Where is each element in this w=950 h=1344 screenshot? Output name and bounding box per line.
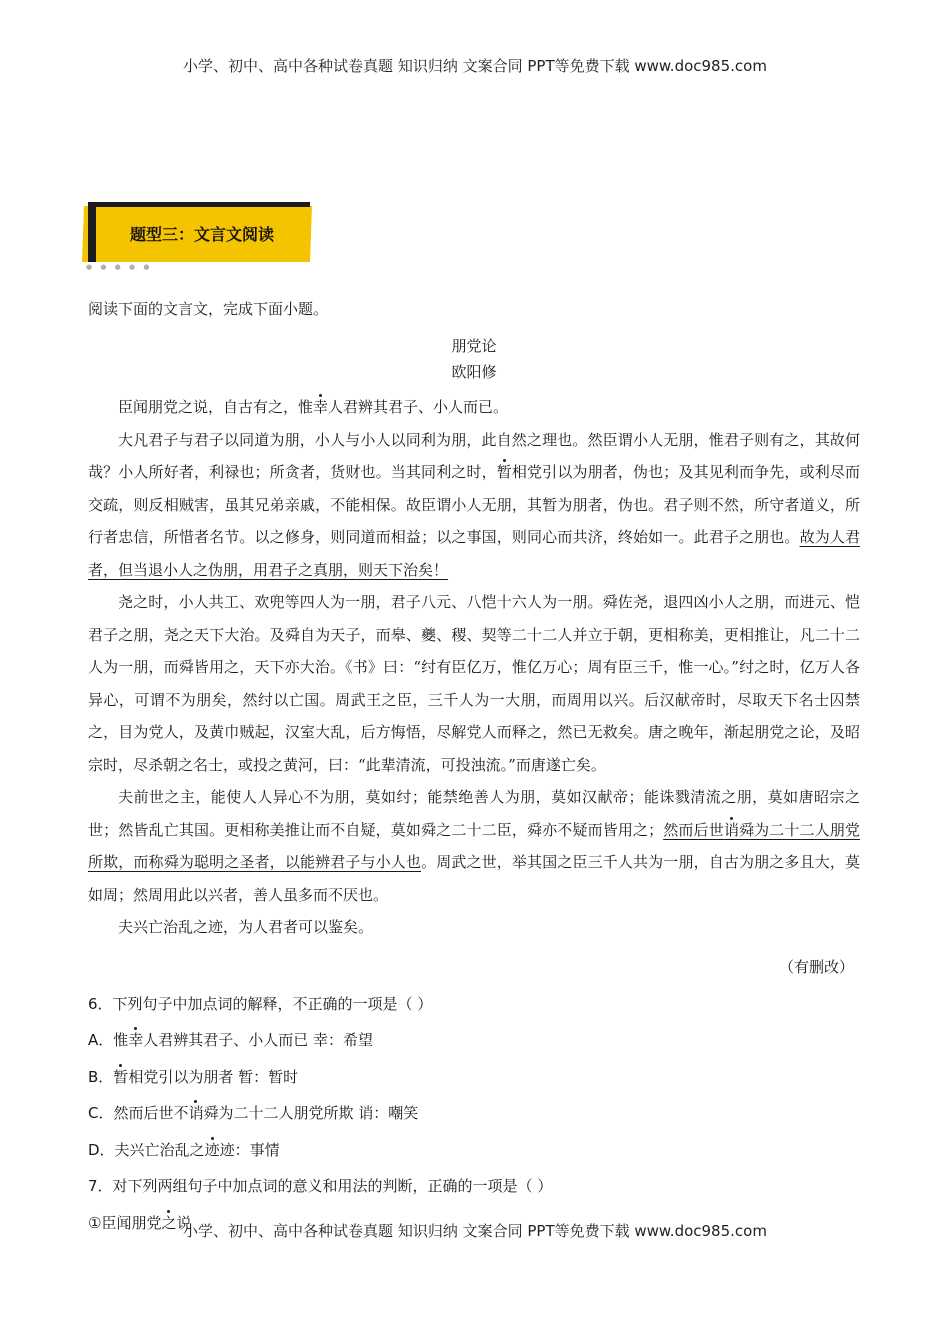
question-6-option-a — [88, 1022, 860, 1059]
section-title: 题型三：文言文阅读 — [130, 225, 275, 244]
text-run: 人君辨其君子、小人而已 幸：希望 — [143, 1031, 374, 1049]
main-content — [88, 298, 860, 1241]
article-author: 欧阳修 — [451, 363, 497, 381]
text-run: 夫前世之主，能使人人异心不为朋，莫如纣；能禁绝善人为朋，莫如汉献帝；能诛戮清流之朋，莫如唐昭宗之世；然皆乱亡其国。更相称美推让而不自疑，莫如舜之二十二臣，舜亦不疑而皆用之； — [88, 788, 860, 839]
paragraph-3: 尧之时，小人共工、欢兜等四人为一朋，君子八元、八恺十六人为一朋。舜佐尧，退四凶小人之朋，而进元、恺君子之朋，尧之天下大治。及舜自为天子，而皋、夔、稷、契等二十二人并立于朝，更相称美，更相推让，凡二十二人为一朋，而舜皆用之，天下亦大治。《书》曰：“纣有臣亿万，惟亿万心；周有臣三千，惟一心。”纣之时，亿万人各异心，可谓不为朋矣，然纣以亡国。周武王之臣，三千人为一大朋，而周用以兴。后汉献帝时，尽取天下名士囚禁之，目为党人，及黄巾贼起，汉室大乱，后方悔悟，尽解党人而释之，然已无救矣。唐之晚年，渐起朋党之论，及昭宗时，尽杀朝之名士，或投之黄河，曰：“此辈清流，可投浊流。”而唐遂亡矣。 — [88, 593, 860, 774]
paragraph-1 — [88, 391, 860, 424]
question-6-option-d — [88, 1132, 860, 1169]
article-title: 朋党论 — [451, 337, 497, 355]
dotted-word: 幸 — [128, 1031, 144, 1049]
badge-left-bar — [88, 202, 96, 262]
paragraph-2 — [88, 424, 860, 587]
instruction: 阅读下面的文言文，完成下面小题。 — [88, 300, 329, 318]
text-run: 相党引以为朋者，伪也；及其见利而争先，或利尽而交疏，则反相贼害，虽其兄弟亲戚，不能相保。故臣谓小人无朋，其暂为朋者，伪也。君子则不然，所守者道义，所行者忠信，所惜者名节。以之修身，则同道而相益；以之事国，则同心而共济，终始如一。此君子之朋也。 — [88, 463, 860, 546]
text-run: ①臣闻朋党 — [88, 1213, 162, 1232]
paragraph-4 — [88, 781, 860, 911]
badge-top-bar — [88, 202, 310, 207]
dotted-word: 迹 — [204, 1140, 220, 1159]
dotted-word: 之 — [161, 1213, 177, 1232]
question-6-option-c — [88, 1095, 860, 1132]
text-run: B． — [88, 1067, 114, 1086]
page-header: 小学、初中、高中各种试卷真题 知识归纳 文案合同 PPT等免费下载 www.doc985.com — [183, 57, 767, 75]
paragraph-5: 夫兴亡治乱之迹，为人君者可以鉴矣。 — [118, 918, 374, 936]
badge-dots: ● ● ● ● ● — [86, 263, 153, 271]
dotted-word: 幸 — [313, 398, 329, 416]
text-run: C．然而后世不 — [88, 1104, 189, 1122]
page-footer: 小学、初中、高中各种试卷真题 知识归纳 文案合同 PPT等免费下载 www.doc985.com — [183, 1222, 767, 1240]
text-run: 臣闻朋党之说，自古有之，惟 — [118, 398, 314, 416]
text-run: 。周武之世，举其国之臣三千人共为一朋，自古为朋之多且大，莫如周；然周用此以兴者，善人虽多而不厌也。 — [88, 853, 860, 904]
dotted-word: 诮 — [723, 820, 739, 839]
dotted-word: 暂 — [496, 463, 512, 481]
question-6-stem: 6．下列句子中加点词的解释，不正确的一项是（ ） — [88, 994, 433, 1013]
question-6-option-b — [88, 1059, 860, 1096]
dotted-word: 暂 — [113, 1067, 129, 1086]
text-run: 相党引以为朋者 暂：暂时 — [128, 1067, 299, 1086]
question-7-stem: 7．对下列两组句子中加点词的意义和用法的判断，正确的一项是（ ） — [88, 1177, 553, 1195]
underlined-sentence: 舜为二十二人朋党所欺，而称舜为聪明之圣者，以能辨君子与小人也 — [88, 820, 860, 871]
text-run: 舜为二十二人朋党所欺 诮：嘲笑 — [203, 1104, 419, 1122]
text-run: 迹：事情 — [219, 1140, 280, 1159]
source-note: （有删改） — [778, 957, 854, 976]
text-run: 大凡君子与君子以同道为朋，小人与小人以同利为朋，此自然之理也。然臣谓小人无朋，惟君子则有之，其故何哉？小人所好者，利禄也；所贪者，货财也。当其同利之时， — [88, 430, 860, 481]
text-run: A．惟 — [88, 1031, 129, 1049]
text-run: 说 — [176, 1213, 192, 1232]
underlined-sentence: 然而后世 — [663, 820, 724, 839]
dotted-word: 诮 — [188, 1104, 204, 1122]
text-run: 人君辨其君子、小人而已。 — [328, 398, 509, 416]
text-run: D．夫兴亡治乱之 — [88, 1140, 205, 1159]
underlined-sentence: 故为人君者，但当退小人之伪朋，用君子之真朋，则天下治矣！ — [88, 528, 860, 579]
